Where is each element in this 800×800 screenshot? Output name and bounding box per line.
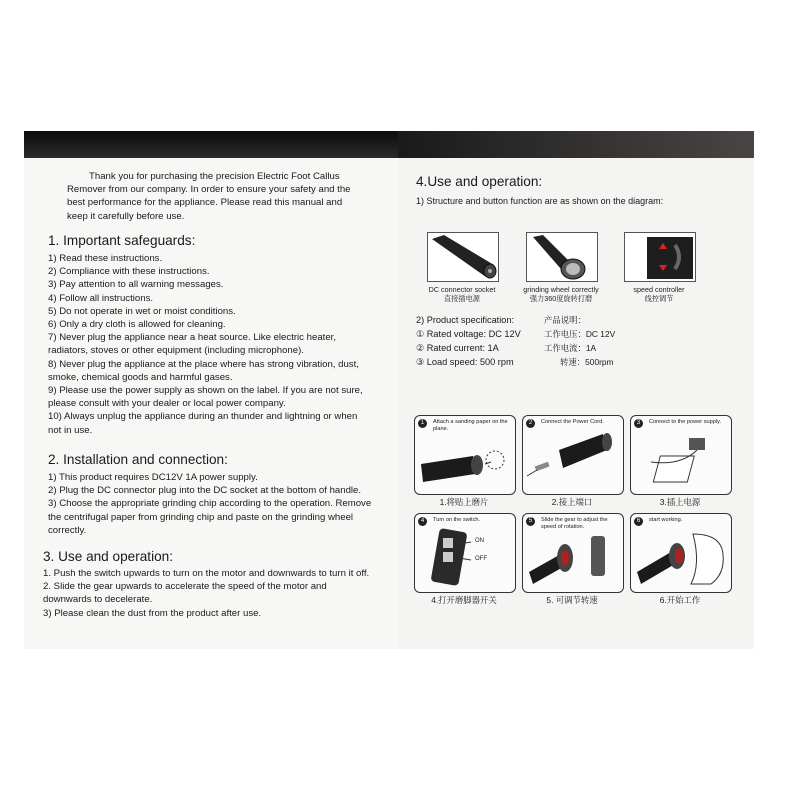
step-instruction: Turn on the switch.: [433, 517, 481, 523]
structure-intro: 1) Structure and button function are as shown on the diagram:: [416, 196, 664, 206]
list-item: 1. Push the switch upwards to turn on the motor and downwards to turn it off.: [43, 568, 370, 579]
list-item: 1) Read these instructions.: [48, 253, 163, 264]
step-panel-3: [630, 415, 732, 495]
step-caption-2: 2.接上端口: [551, 497, 593, 507]
switch-off-label: OFF: [475, 556, 487, 562]
list-item: 2) Plug the DC connector plug into the DC socket at the bottom of handle.: [48, 485, 362, 497]
list-item: 10) Always unplug the appliance during an thunder and lightning or when: [48, 411, 358, 423]
right-page-title: 4.Use and operation:: [416, 174, 543, 189]
list-item: the centrifugal paper from grinding chip and paste on the grinding wheel: [48, 511, 354, 523]
step-instruction: start working.: [649, 517, 683, 523]
diagram-label-en: DC connector socket: [428, 285, 496, 294]
intro-line: best performance for the appliance. Please read this manual and: [67, 197, 343, 209]
left-page-top-band: [24, 131, 398, 158]
step-panel-6: [630, 513, 732, 593]
step-panel-1: [414, 415, 516, 495]
step-number: 6: [634, 517, 643, 526]
diagram-grinding-wheel: [526, 232, 598, 282]
spec-rated-voltage-cn: 工作电压：DC 12V: [544, 329, 616, 339]
list-item: 1) This product requires DC12V 1A power supply.: [48, 472, 258, 483]
attach-sanding-paper-illustration: [415, 416, 515, 494]
section-title-installation: 2. Installation and connection:: [48, 452, 228, 467]
step-panel-2: [522, 415, 624, 495]
intro-line: Thank you for purchasing the precision Electric Foot Callus: [89, 171, 340, 182]
installation-list: [48, 471, 371, 537]
step-caption-6: 6.开始工作: [659, 595, 701, 605]
list-item: 2. Slide the gear upwards to accelerate the speed of the motor and: [43, 581, 327, 593]
list-item: 7) Never plug the appliance near a heat source. Like electric heater,: [48, 332, 336, 344]
list-item: 3) Choose the appropriate grinding chip according to the operation. Remove: [48, 498, 372, 510]
intro-line: Remover from our company. In order to ensure your safety and the: [67, 184, 351, 196]
step-caption-4: 4.打开磨脚器开关: [431, 595, 497, 605]
list-item: 2) Compliance with these instructions.: [48, 266, 210, 278]
list-item: 4) Follow all instructions.: [48, 292, 154, 304]
list-item: radiators, stoves or other equipment (including microphone).: [48, 345, 304, 357]
step-caption-1: 1.将贴上磨片: [439, 497, 489, 507]
list-item: correctly.: [48, 524, 87, 536]
diagram-label-cn: 直接插电源: [444, 294, 480, 303]
connect-cord-illustration: [523, 416, 623, 494]
step-caption-3: 3.插上电源: [659, 497, 701, 507]
right-page-top-band: [398, 131, 754, 158]
spec-rated-current: ② Rated current: 1A: [416, 343, 499, 353]
speed-controller-illustration: [625, 233, 695, 281]
diagram-label-en: grinding wheel correctly: [523, 285, 599, 294]
diagram-label-en: speed controller: [633, 285, 685, 294]
switch-on-label: ON: [475, 538, 484, 544]
diagram-dc-socket: [427, 232, 499, 282]
power-supply-illustration: [631, 416, 731, 494]
list-item: 9) Please use the power supply as shown on the label. If you are not sure,: [48, 385, 363, 397]
diagram-label-cn: 线控调节: [644, 294, 674, 303]
list-item: 3) Pay attention to all warning messages.: [48, 279, 224, 291]
step-number: 3: [634, 419, 643, 428]
step-instruction: Attach a sanding paper on the plane.: [433, 419, 508, 432]
list-item: not in use.: [48, 424, 93, 436]
adjust-speed-illustration: [523, 514, 623, 592]
list-item: please consult with your dealer or local power company.: [48, 398, 286, 410]
diagram-label-grinding-wheel: [511, 285, 611, 303]
start-working-illustration: [631, 514, 731, 592]
step-number: 5: [526, 517, 535, 526]
diagram-label-speed-controller: [619, 285, 699, 303]
diagram-label-dc-socket: [417, 285, 507, 303]
step-caption-5: 5. 可调节转速: [546, 595, 598, 605]
step-instruction: Connect to the power supply.: [649, 419, 722, 425]
spec-load-speed: ③ Load speed: 500 rpm: [416, 357, 514, 367]
list-item: 6) Only a dry cloth is allowed for cleaning.: [48, 319, 226, 331]
step-number: 4: [418, 517, 427, 526]
step-number: 1: [418, 419, 427, 428]
step-number: 2: [526, 419, 535, 428]
safeguards-list: [48, 252, 363, 437]
step-instruction: Slide the gear to adjust the speed of rotation.: [541, 517, 608, 530]
spec-rated-voltage: ① Rated voltage: DC 12V: [416, 329, 521, 339]
list-item: 5) Do not operate in wet or moist conditions.: [48, 305, 236, 317]
list-item: 8) Never plug the appliance at the place where has strong vibration, dust,: [48, 358, 359, 370]
spec-rated-current-cn: 工作电流：1A: [544, 343, 597, 353]
diagram-speed-controller: [624, 232, 696, 282]
step-instruction: Connect the Power Cord.: [541, 419, 604, 425]
diagram-label-cn: 强力360度旋转打磨: [529, 294, 593, 303]
spec-heading-cn: 产品说明：: [544, 315, 586, 325]
step-panel-5: [522, 513, 624, 593]
step-panel-4: [414, 513, 516, 593]
section-title-use: 3. Use and operation:: [43, 549, 173, 564]
intro-paragraph: [67, 170, 351, 223]
spec-heading-en: 2) Product specification:: [416, 315, 515, 325]
dc-socket-illustration: [428, 233, 498, 281]
list-item: downwards to decelerate.: [43, 594, 153, 606]
use-list: [43, 567, 369, 620]
list-item: 3) Please clean the dust from the product after use.: [43, 607, 262, 619]
spec-load-speed-cn: 转速：500rpm: [560, 357, 614, 367]
left-page: [24, 131, 399, 649]
intro-line: keep it carefully before use.: [67, 210, 185, 222]
right-page: [398, 131, 754, 649]
switch-illustration: [415, 514, 515, 592]
grinding-wheel-illustration: [527, 233, 597, 281]
instruction-booklet: [24, 131, 754, 649]
list-item: smoke, chemical goods and harmful gases.: [48, 371, 233, 383]
section-title-safeguards: 1. Important safeguards:: [48, 233, 196, 248]
